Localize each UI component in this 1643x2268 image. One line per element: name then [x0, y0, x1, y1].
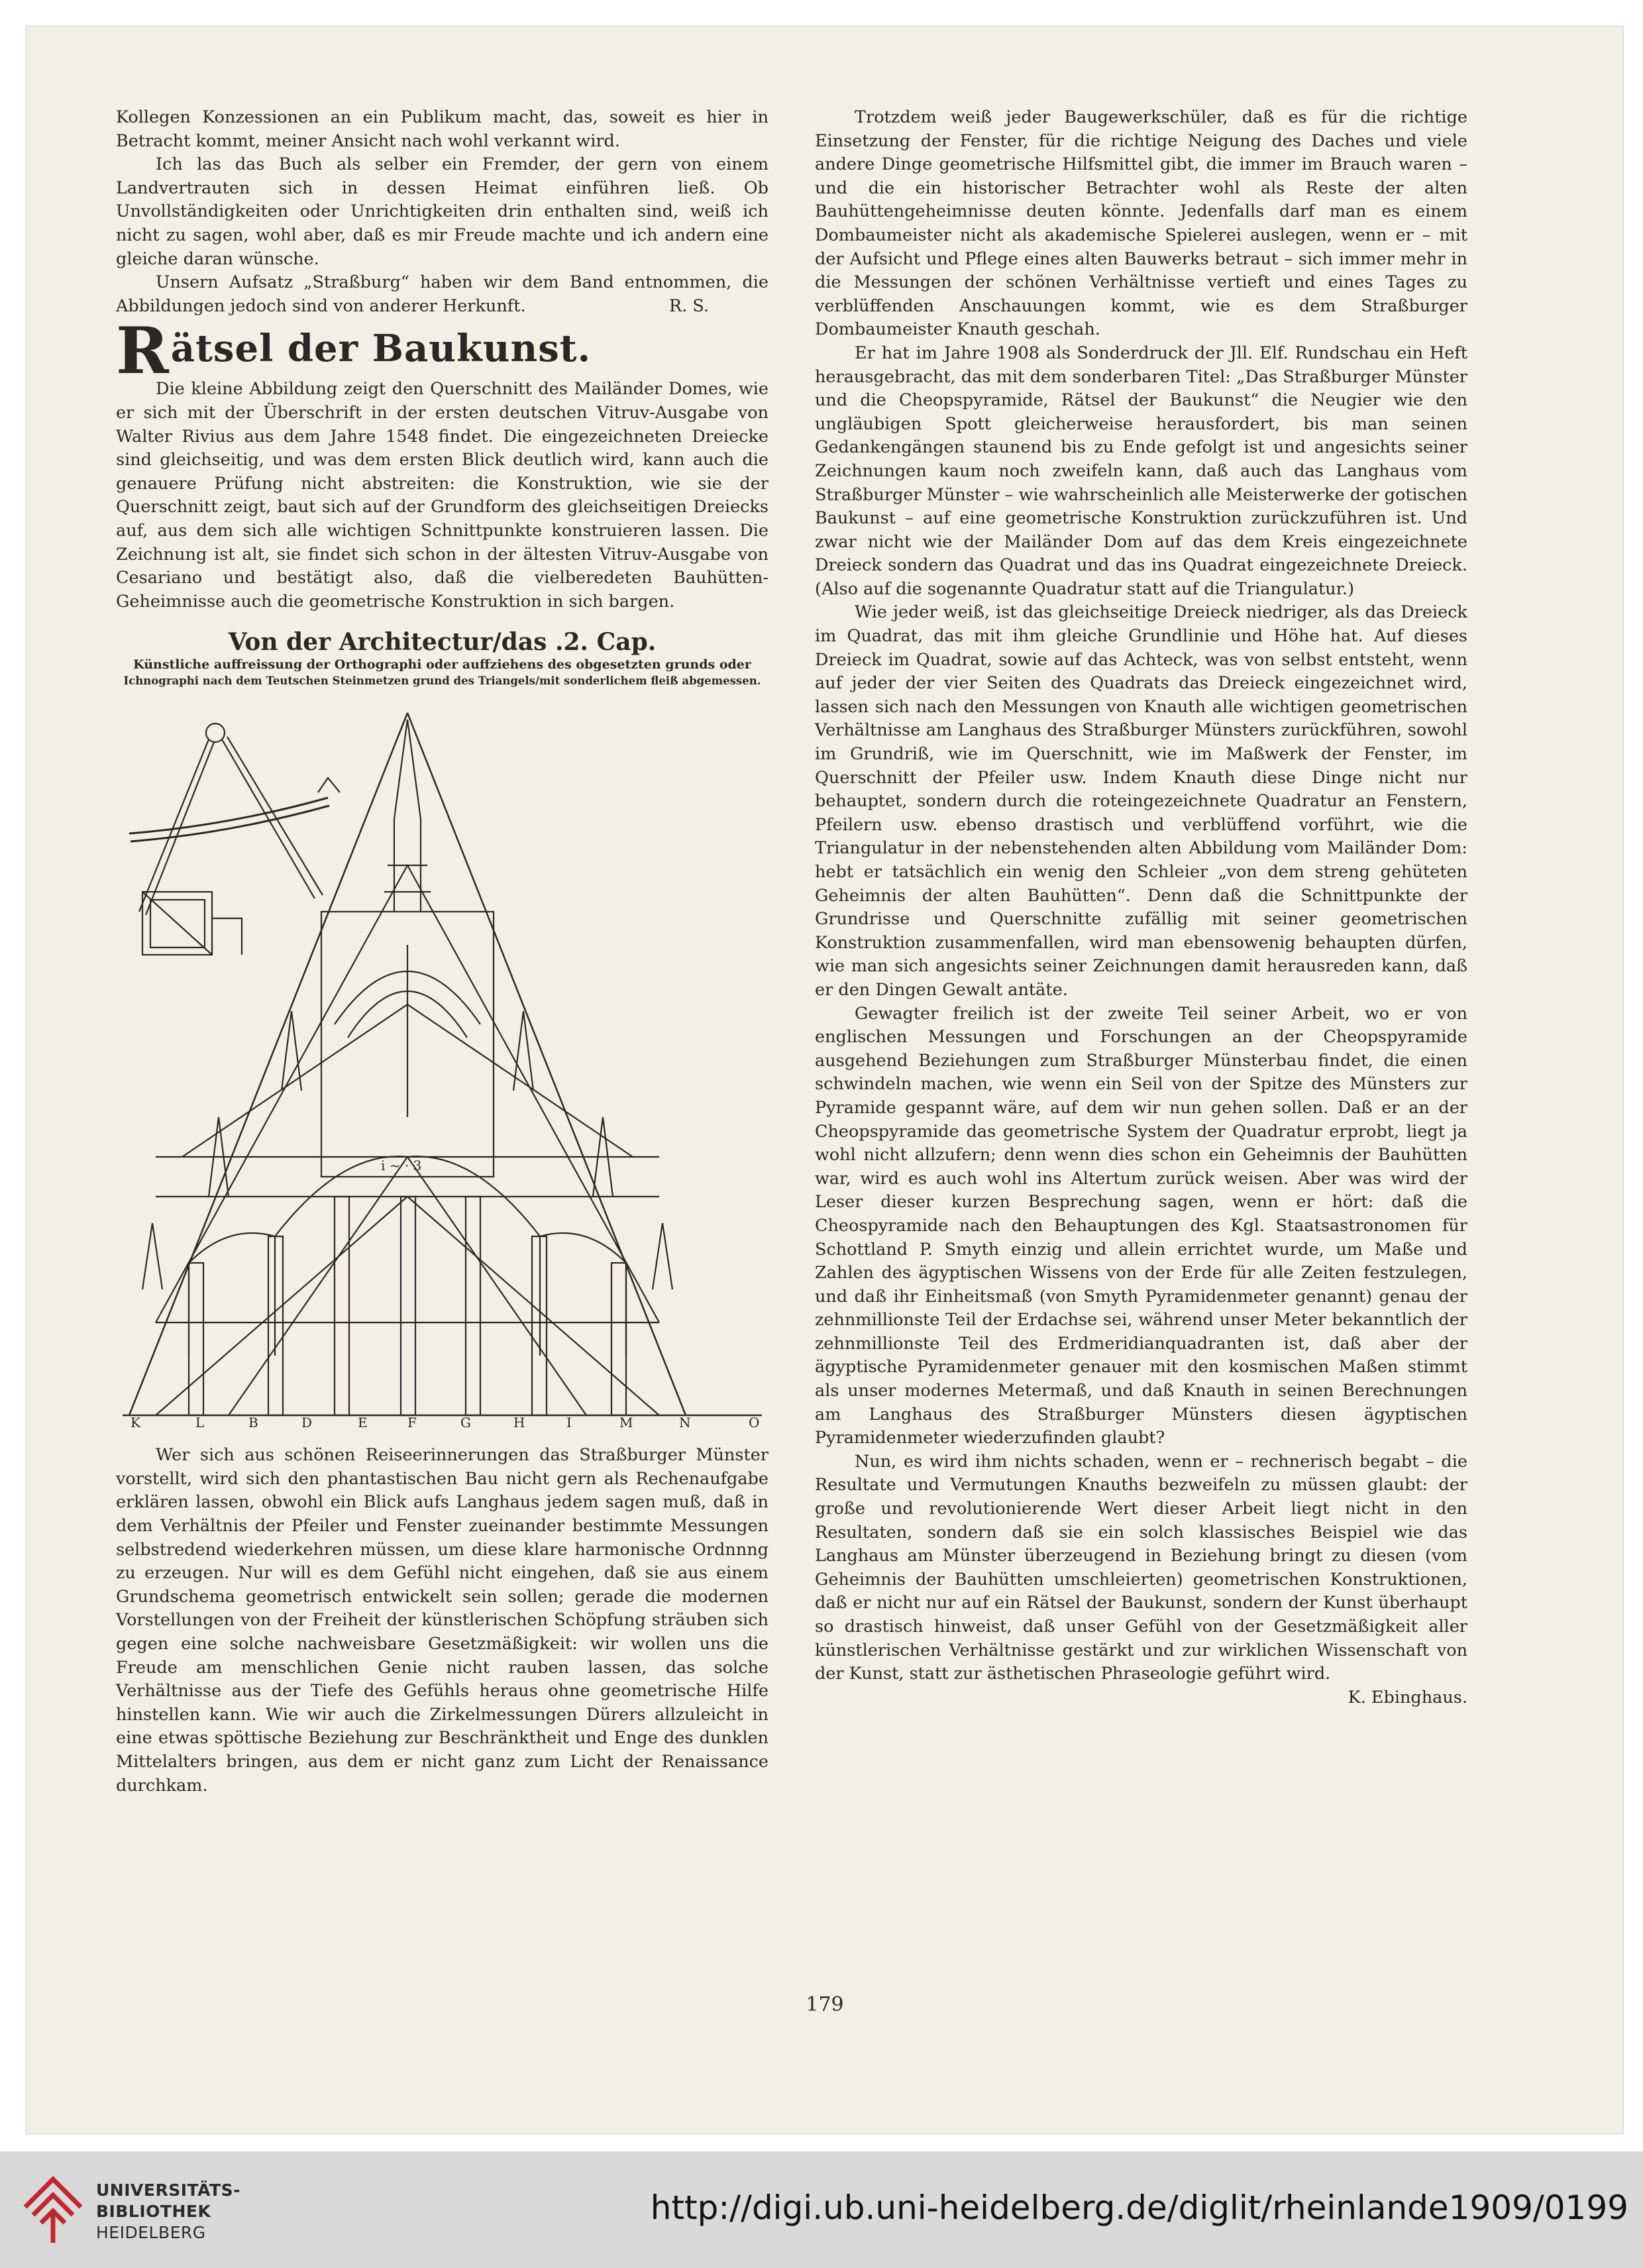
figure-label: N — [679, 1415, 691, 1431]
signature: R. S. — [668, 296, 709, 316]
paragraph: Trotzdem weiß jeder Baugewerkschüler, daß es für die richtige Einsetzung der Fenster, für die richtige Neigung des Daches und viele andere Dinge geometrische Hilfsmittel gibt, die immer im Brauch waren – und die ein historischer Betrachter wohl als Reste der alten Bauhüttengeheimnisse deuten könnte. Jedenfalls darf man es einem Dombaumeister nicht als akademische Spielerei auslegen, wenn er – mit der Aufsicht und Pflege eines alten Bauwerks betraut – sich immer mehr in die Messungen der schönen Verhältnisse vertieft und eines Tages zu verblüffenden Anschauungen kommt, wie es dem Straßburger Dombaumeister Knauth geschah. — [815, 107, 1467, 340]
figure-label: D — [301, 1415, 313, 1431]
article-title-text: ätsel der Baukunst. — [170, 327, 592, 371]
article-title — [116, 313, 768, 389]
figure-label: B — [248, 1415, 258, 1431]
book-page — [26, 27, 1623, 2133]
decorative-initial: R — [116, 313, 170, 389]
paragraph — [116, 271, 768, 318]
paragraph: Nun, es wird ihm nichts schaden, wenn er – rechnerisch begabt – die Resultate und Vermutungen Knauths bezweifeln zu müssen glaubt: der große und revolutionierende Wert dieser Arbeit liegt nicht in den Resultaten, sondern daß sie ein solch klassisches Beispiel wie das Langhaus am Münster überzeugend in Beziehung bringt zu diesen (vom Geheimnis der Bauhütten umschleierten) geometrischen Konstruktionen, daß er nicht nur auf ein Rätsel der Baukunst, sondern der Kunst überhaupt so drastisch hinweist, daß unser Gefühl von der Gesetzmäßigkeit aller künstlerischen Verhältnisse gestärkt und zur wirklichen Wissenschaft von der Kunst, statt zur ästhetischen Phraseologie geführt wird. — [815, 1451, 1467, 1684]
figure-label: H — [513, 1415, 525, 1431]
library-name: UNIVERSITÄTS- — [96, 2181, 240, 2200]
figure-label: F — [407, 1415, 417, 1431]
figure-label: G — [460, 1415, 471, 1431]
library-city: HEIDELBERG — [96, 2223, 206, 2242]
figure-label: E — [358, 1415, 368, 1431]
footer-bar — [0, 2151, 1643, 2268]
figure-subtitle: Ichnographi nach dem Teutschen Steinmetzen grund des Triangels/mit sonderlichem fleiß abgemessen. — [123, 675, 761, 688]
right-column — [815, 106, 1467, 1709]
paragraph: Er hat im Jahre 1908 als Sonderdruck der Jll. Elf. Rundschau ein Heft herausgebracht, das mit dem sonderbaren Titel: „Das Straßburger Münster und die Cheopspyramide, Rätsel der Baukunst“ die Neugier wie den ungläubigen Spott gleicherweise herausfordert, bis man seinen Gedankengängen staunend bis zu Ende gefolgt ist und angesichts seiner Zeichnungen kaum noch zweifeln kann, daß auch das Langhaus vom Straßburger Münster – wie wahrscheinlich alle Meisterwerke der gotischen Baukunst – auf eine geometrische Konstruktion zurückzuführen ist. Und zwar nicht wie der Mailänder Dom auf das dem Kreis eingezeichnete Dreieck sondern das Quadrat und das ins Quadrat eingezeichnete Dreieck. (Also auf die sogenannte Quadratur statt auf die Triangulatur.) — [815, 343, 1467, 599]
paragraph-text: Unsern Aufsatz „Straßburg“ haben wir dem Band entnommen, die Abbildungen jedoch sind von anderer Herkunft. — [116, 272, 768, 316]
figure-subtitle: Künstliche auffreissung der Orthographi oder auffziehens des obgesetzten grunds oder — [133, 657, 751, 673]
figure-label: M — [619, 1415, 633, 1431]
paragraph: Kollegen Konzessionen an ein Publikum macht, das, soweit es hier in Betracht kommt, meiner Ansicht nach wohl verkannt wird. — [116, 107, 768, 151]
library-name: BIBLIOTHEK — [96, 2202, 211, 2221]
source-url-link[interactable]: http://digi.ub.uni-heidelberg.de/diglit/rheinlande1909/0199 — [650, 2188, 1628, 2227]
figure-label: K — [131, 1415, 140, 1431]
figure-title: Von der Architectur/das .2. Cap. — [228, 628, 657, 657]
paragraph: Gewagter freilich ist der zweite Teil seiner Arbeit, wo er von englischen Messungen und Forschungen an der Cheopspyramide ausgehend Beziehungen zum Straßburger Münsterbau findet, die einen schwindeln machen, wie wenn ein Seil von der Spitze des Münsters zur Pyramide gespannt wäre, auf dem wir nun gehen sollen. Daß er an der Cheopspyramide das geometrische System der Quadratur erprobt, liegt ja wohl nicht allzufern; denn wenn dies schon ein Geheimnis der Bauhütten war, wird es auch wohl ins Altertum zurück weisen. Aber was wird der Leser dieser kurzen Besprechung sagen, wenn er hört: daß die Cheospyramide nach den Behauptungen des Kgl. Staatsastronomen für Schottland P. Smyth einzig und allein errichtet wurde, um Maße und Zahlen des ägyptischen Wissens von der Erde für alle Zeiten festzulegen, und daß ihr Einheitsmaß (von Smyth Pyramidenmeter genannt) genau der zehnmillionste Teil der Erdachse sei, während unser Meter bekanntlich der zehnmillionste Teil des Erdmeridianquadranten ist, daß aber der ägyptische Pyramidenmeter genauer mit den kosmischen Maßen stimmt als unser modernes Metermaß, und daß Knauth in seinen Berechnungen am Langhaus des Straßburger Münsters diesen ägyptischen Pyramidenmeter wiederzufinden glaubt? — [815, 1003, 1467, 1448]
figure-center-label: i ~ · 3 — [381, 1158, 422, 1174]
library-logo-icon — [20, 2169, 86, 2247]
figure-label: L — [195, 1415, 205, 1431]
page-number: 179 — [806, 1993, 844, 2016]
compass-illustration — [129, 724, 340, 955]
signature: K. Ebinghaus. — [1348, 1687, 1467, 1707]
figure-label: O — [749, 1415, 760, 1431]
paragraph: Wie jeder weiß, ist das gleichseitige Dreieck niedriger, als das Dreieck im Quadrat, das mit ihm gleiche Grundlinie und Höhe hat. Auf dieses Dreieck im Quadrat, sowie auf das Achteck, was von selbst entsteht, wenn auf jeder der vier Seiten des Quadrats das Dreieck eingezeichnet wird, lassen sich nach den Messungen von Knauth alle wichtigen geometrischen Verhältnisse am Langhaus des Straßburger Münsters zurückführen, sowohl im Grundriß, wie im Querschnitt, wie im Maßwerk der Fenster, im Querschnitt der Pfeiler usw. Indem Knauth diese Dinge nicht nur behauptet, sondern durch die roteingezeichnete Quadratur an Fenstern, Pfeilern usw. ebenso drastisch und verblüffend vorführt, wie die Triangulatur in der nebenstehenden alten Abbildung vom Mailänder Dom: hebt er tatsächlich ein wenig den Schleier „von dem streng gehüteten Geheimnis der alten Bauhütten“. Denn daß die Schnittpunkte der Grundrisse und Querschnitte zufällig mit seiner geometrischen Konstruktion zusammenfallen, wird man ebensowenig behaupten dürfen, wie man sich angesichts seiner Zeichnungen damit herausreden kann, daß er den Dingen Gewalt antäte. — [815, 602, 1467, 1000]
paragraph: Wer sich aus schönen Reiseerinnerungen das Straßburger Münster vorstellt, wird sich den phantastischen Bau nicht gern als Rechenaufgabe erklären lassen, obwohl ein Blick aufs Langhaus jedem sagen muß, daß in dem Verhältnis der Pfeiler und Fenster zueinander bestimmte Messungen selbstredend wiederkehren müssen, um diese klare harmonische Ordnnng zu erzeugen. Nur will es dem Gefühl nicht eingehen, daß sie aus einem Grundschema geometrisch entwickelt sein sollen; gerade die modernen Vorstellungen von der Freiheit der künstlerischen Schöpfung sträuben sich gegen eine solche nachweisbare Gesetzmäßigkeit: wir wollen uns die Freude am menschlichen Genie nicht rauben lassen, das solche Verhältnisse aus der Tiefe des Gefühls heraus ohne geometrische Hilfe hinstellen kann. Wie wir auch die Zirkelmessungen Dürers allzuleicht in eine etwas spöttische Beziehung zur Beschränktheit und Enge des dunklen Mittelalters bringen, aus dem er nicht ganz zum Licht der Renaissance durchkam. — [116, 1445, 768, 1796]
paragraph: Die kleine Abbildung zeigt den Querschnitt des Mailänder Domes, wie er sich mit der Überschrift in der ersten deutschen Vitruv-Ausgabe von Walter Rivius aus dem Jahre 1548 findet. Die eingezeichneten Dreiecke sind gleichseitig, und was dem ersten Blick deutlich wird, kann auch die genauere Prüfung nicht abstreiten: die Konstruktion, wie sie der Querschnitt zeigt, baut sich auf der Grundform des gleichseitigen Dreiecks auf, aus dem sich alle wichtigen Schnittpunkte konstruieren lassen. Die Zeichnung ist alt, sie findet sich schon in der ältesten Vitruv-Ausgabe von Cesariano und bestätigt also, daß die vielberedeten Bauhütten-Geheimnisse auch die geometrische Konstruktion in sich bargen. — [116, 379, 768, 612]
figure-label: I — [566, 1415, 572, 1431]
left-column — [116, 106, 768, 1798]
paragraph: Ich las das Buch als selber ein Fremder, der gern von einem Landvertrauten sich in dessen Heimat einführen ließ. Ob Unvollständigkeiten oder Unrichtigkeiten drin enthalten sind, weiß ich nicht zu sagen, wohl aber, daß es mir Freude machte und ich andern eine gleiche daran wünsche. — [116, 154, 768, 269]
cathedral-cross-section-figure — [116, 693, 768, 1432]
